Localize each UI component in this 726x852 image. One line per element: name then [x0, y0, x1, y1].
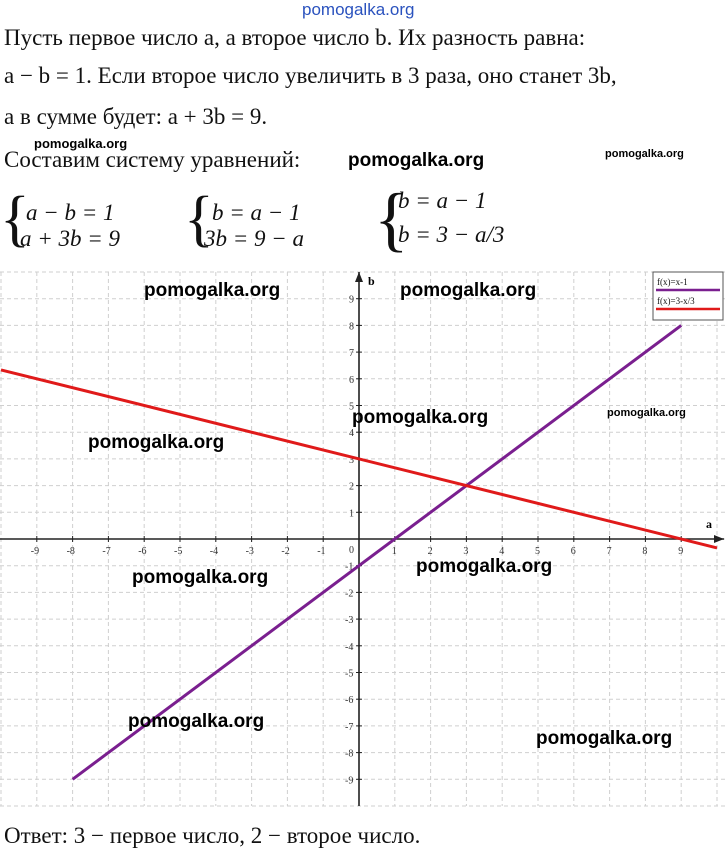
y-tick-label: 8	[349, 321, 354, 333]
x-tick-label: -7	[102, 546, 111, 557]
y-tick-label: -8	[345, 748, 354, 760]
y-tick-label: -2	[345, 588, 354, 600]
watermark-4: pomogalka.org	[400, 280, 537, 301]
system-3-brace: {	[374, 179, 409, 259]
y-tick-label: -1	[345, 561, 354, 573]
watermark-top: pomogalka.org	[302, 0, 415, 19]
y-tick-label: -4	[345, 641, 354, 653]
watermark-small-2: pomogalka.org	[605, 148, 684, 160]
y-tick-label: 7	[349, 348, 354, 360]
x-tick-label: -4	[209, 546, 219, 557]
x-tick-label: -5	[174, 546, 183, 557]
system-2-eq-1: b = a − 1	[212, 200, 301, 225]
y-tick-label: -5	[345, 668, 354, 680]
x-tick-label: 3	[463, 546, 469, 557]
y-tick-label: 6	[349, 374, 354, 386]
system-2-eq-2: 3b = 9 − a	[204, 226, 305, 251]
x-axis-label: a	[706, 517, 712, 531]
x-tick-label: -9	[30, 546, 40, 557]
x-tick-label: -8	[66, 546, 75, 557]
watermark-10: pomogalka.org	[536, 728, 673, 749]
x-tick-label: 9	[678, 546, 684, 557]
y-axis-label: b	[368, 274, 375, 288]
y-tick-label: 4	[349, 428, 354, 440]
problem-line-1: Пусть первое число a, а второе число b. Их разность равна:	[4, 25, 586, 50]
y-tick-label: 2	[349, 481, 354, 493]
y-tick-label: -3	[345, 615, 354, 627]
x-tick-label: 7	[606, 546, 612, 557]
y-tick-label: -6	[345, 695, 354, 707]
watermark-small-3: pomogalka.org	[607, 407, 686, 419]
problem-line-2: a − b = 1. Если второе число увеличить в 3 раза, оно станет 3b,	[4, 63, 617, 88]
x-tick-label: -2	[281, 546, 290, 557]
y-axis-arrow	[355, 272, 363, 282]
x-tick-label: -6	[138, 546, 147, 557]
system-3-eq-2: b = 3 − a/3	[398, 222, 505, 247]
legend	[653, 272, 723, 320]
problem-line-4: Составим систему уравнений:	[4, 147, 301, 172]
watermark-9: pomogalka.org	[128, 711, 265, 732]
answer-line: Ответ: 3 − первое число, 2 − второе число.	[4, 823, 421, 848]
watermark-2: pomogalka.org	[348, 150, 485, 171]
problem-line-3: а в сумме будет: a + 3b = 9.	[4, 104, 268, 129]
legend-label: f(x)=x-1	[657, 277, 688, 287]
watermark-6: pomogalka.org	[88, 432, 225, 453]
system-1-eq-1: a − b = 1	[26, 200, 115, 225]
watermark-small-1: pomogalka.org	[34, 136, 128, 151]
y-tick-label: -7	[345, 721, 354, 733]
x-tick-label: 1	[391, 546, 397, 557]
y-tick-label: 1	[349, 508, 354, 520]
system-3-eq-1: b = a − 1	[398, 188, 487, 213]
system-2-brace: {	[184, 185, 214, 253]
watermark-7: pomogalka.org	[132, 567, 269, 588]
y-tick-label: -9	[345, 775, 354, 787]
system-1-brace: {	[0, 185, 30, 253]
y-tick-label: 3	[349, 454, 354, 466]
watermark-3: pomogalka.org	[144, 280, 281, 301]
x-tick-label: -1	[317, 546, 326, 557]
y-tick-label: 9	[349, 294, 354, 306]
watermark-5: pomogalka.org	[352, 407, 489, 428]
y-tick-label: 5	[349, 401, 354, 413]
x-tick-label: -3	[245, 546, 254, 557]
legend-label: f(x)=3-x/3	[657, 296, 695, 306]
x-tick-label: 8	[642, 546, 648, 557]
origin-label: 0	[349, 545, 354, 556]
x-tick-label: 5	[535, 546, 540, 557]
x-tick-label: 2	[427, 546, 433, 557]
x-tick-label: 4	[499, 546, 505, 557]
x-tick-label: 6	[570, 546, 576, 557]
function-graph	[0, 268, 726, 808]
watermark-8: pomogalka.org	[416, 556, 553, 577]
system-1-eq-2: a + 3b = 9	[20, 226, 121, 251]
x-axis-arrow	[714, 535, 724, 543]
